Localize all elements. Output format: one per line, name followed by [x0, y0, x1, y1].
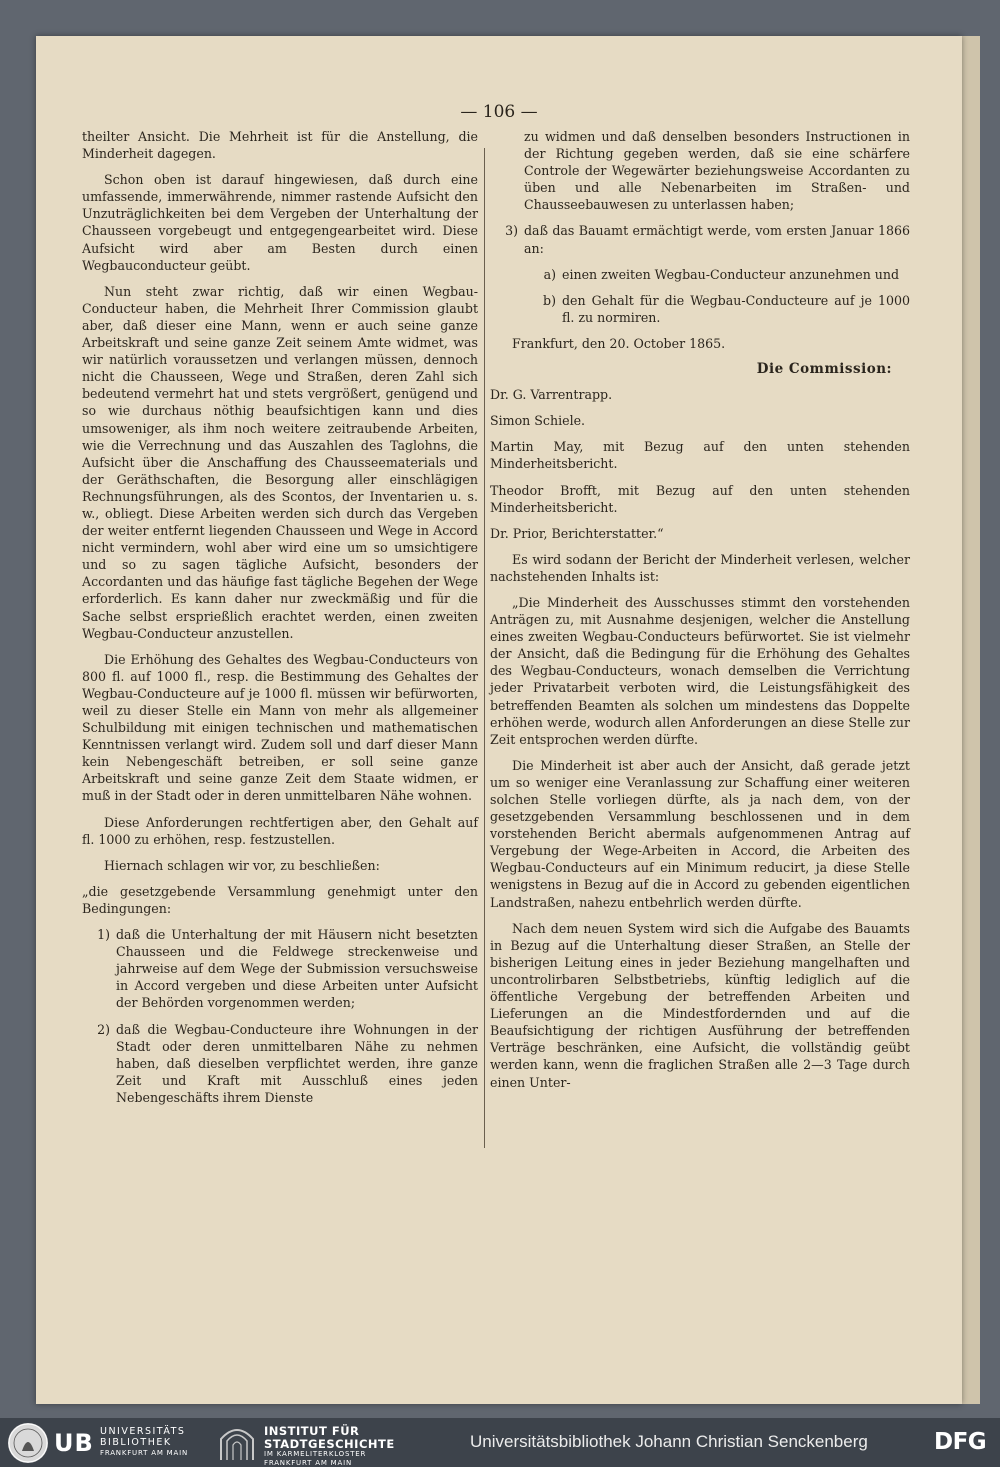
document-page [36, 36, 962, 1404]
right-column [490, 128, 910, 1100]
ub-name [100, 1426, 188, 1459]
list-item [82, 926, 478, 1011]
paragraph: Die Minderheit ist aber auch der Ansicht, daß gerade jetzt um so weniger eine Veranlassung zur Schaffung einer weiteren solchen Stelle vorliegen dürfte, als ja nach dem, von der gesetzgebenden Versammlung beschlossenen und in dem vorstehenden Bericht abermals aufgenommenen Antrag auf Vergebung der Wege-Arbeiten in Accord, die Arbeiten des Wegbau-Conducteurs auf ein Minimum reducirt, ja diese Stelle wenigstens in Bezug auf die in Accord zu gebenden eigentlichen Landstraßen, nahezu entbehrlich werden dürfte. [490, 757, 910, 910]
ifs-logo[interactable] [218, 1423, 418, 1467]
ub-line: UNIVERSITÄTS [100, 1426, 186, 1437]
seal-icon [8, 1423, 48, 1463]
dfg-logo[interactable]: DFG [934, 1429, 987, 1455]
list-text: daß die Unterhaltung der mit Häusern nicht besetzten Chausseen und die Feldwege streckenweise und jahrweise auf dem Wege der Submission versuchsweise in Accord vergeben und diese Arbeiten unter Aufsicht der Behörden vorgenommen werden; [116, 927, 478, 1011]
library-name[interactable]: Universitätsbibliothek Johann Christian Senckenberg [470, 1432, 868, 1451]
ub-letters: UB [54, 1429, 94, 1457]
ifs-line: FRANKFURT AM MAIN [264, 1458, 353, 1467]
commission-heading: Die Commission: [756, 361, 892, 378]
ub-line: FRANKFURT AM MAIN [100, 1449, 189, 1457]
list-item [82, 1021, 478, 1106]
ifs-name [264, 1425, 395, 1467]
paragraph: „Die Minderheit des Ausschusses stimmt den vorstehenden Anträgen zu, mit Ausnahme desjenigen, welcher die Anstellung eines zweiten Wegbau-Conducteurs befürwortet. Sie ist vielmehr der Ansicht, daß die Bedingung für die Erhöhung des Gehaltes des Wegbau-Conducteurs, wonach demselben die Verrichtung jeder Privatarbeit verboten wird, die Leistungsfähigkeit des betreffenden Beamten als solchen um mindestens das Doppelte erhöhen werde, wodurch allen Anforderungen an diese Stelle zur Zeit entsprochen werden dürfte. [490, 594, 910, 747]
paragraph: Die Erhöhung des Gehaltes des Wegbau-Conducteurs von 800 fl. auf 1000 fl., resp. die Bestimmung des Gehaltes der Wegbau-Conducteure auf je 1000 fl. müssen wir befürworten, weil zu dieser Stelle ein Mann von mehr als allgemeiner Schulbildung mit einigen technischen und mathematischen Kenntnissen verlangt wird. Zudem soll und darf dieser Mann kein Nebengeschäft betreiben, er soll seine ganze Arbeitskraft und seine ganze Zeit dem Staate widmen, er muß in der Stadt oder in deren unmittelbaren Nähe wohnen. [82, 651, 478, 804]
list-text: den Gehalt für die Wegbau-Conducteure auf je 1000 fl. zu normiren. [562, 292, 910, 325]
column-divider [484, 148, 485, 1148]
ub-line: BIBLIOTHEK [100, 1437, 172, 1448]
page-number: — 106 — [460, 102, 538, 122]
paragraph: theilter Ansicht. Die Mehrheit ist für die Anstellung, die Minderheit dagegen. [82, 129, 478, 162]
signatory: Theodor Brofft, mit Bezug auf den unten stehenden Minderheitsbericht. [490, 482, 910, 515]
list-letter: a) [543, 266, 556, 282]
ub-logo[interactable] [8, 1423, 208, 1463]
page-edge [962, 36, 980, 1404]
paragraph: Diese Anforderungen rechtfertigen aber, den Gehalt auf fl. 1000 zu erhöhen, resp. festzustellen. [82, 814, 478, 847]
paragraph: Hiernach schlagen wir vor, zu beschließen: [104, 857, 380, 873]
sub-list-item [528, 266, 910, 283]
paragraph: Nach dem neuen System wird sich die Aufgabe des Bauamts in Bezug auf die Unterhaltung dieser Straßen, an Stelle der bisherigen Leitung eines in jeder Beziehung mangelhaften und uncontrolirbaren Selbstbetriebs, künftig lediglich auf die öffentliche Vergebung der betreffenden Arbeiten und Lieferungen an die Mindestfordernden und auf die Beaufsichtigung der richtigen Ausführung der betreffenden Verträge beschränken, eine Aufsicht, die vollständig geübt werden kann, wenn die fraglichen Straßen alle 2—3 Tage durch einen Unter- [490, 920, 910, 1090]
paragraph: Schon oben ist darauf hingewiesen, daß durch eine umfassende, immerwährende, nimmer rastende Aufsicht den Unzuträglichkeiten bei dem Vergeben der Unterhaltung der Chausseen vorgebeugt und entgegengearbeitet wird. Diese Aufsicht wird aber am Besten durch einen Wegbauconducteur geübt. [82, 172, 478, 273]
signatory: Dr. Prior, Berichterstatter.“ [490, 525, 664, 541]
sub-list-item [528, 292, 910, 326]
arch-icon [218, 1425, 256, 1461]
ifs-line: INSTITUT FÜR [264, 1424, 360, 1438]
signatory: Martin May, mit Bezug auf den unten stehenden Minderheitsbericht. [490, 439, 910, 472]
paragraph: Es wird sodann der Bericht der Minderheit verlesen, welcher nachstehenden Inhalts ist: [490, 551, 910, 584]
list-text: einen zweiten Wegbau-Conducteur anzunehmen und [562, 266, 900, 282]
list-number: 2) [97, 1021, 110, 1037]
left-column [82, 128, 478, 1115]
ifs-line: IM KARMELITERKLOSTER [264, 1450, 367, 1458]
list-text: daß die Wegbau-Conducteure ihre Wohnungen in der Stadt oder deren unmittelbaren Nähe zu nehmen haben, daß dieselben verpflichtet werden, ihre ganze Zeit und Kraft mit Ausschluß eines jeden Nebengeschäfts ihrem Dienste [116, 1021, 478, 1105]
signatory: Dr. G. Varrentrapp. [490, 387, 613, 403]
list-continuation: zu widmen und daß denselben besonders Instructionen in der Richtung gegeben werden, daß sie eine schärfere Controle der Wegewärter beziehungsweise Accordanten zu üben und alle Nebenarbeiten im Straßen- und Chausseebauwesen zu unterlassen haben; [524, 129, 910, 213]
list-text: daß das Bauamt ermächtigt werde, vom ersten Januar 1866 an: [524, 223, 910, 256]
list-number: 1) [97, 927, 110, 943]
ifs-line: STADTGESCHICHTE [264, 1436, 395, 1451]
footer-bar [0, 1418, 1000, 1467]
list-item [490, 222, 910, 256]
list-number: 3) [505, 223, 518, 239]
list-letter: b) [543, 292, 556, 308]
resolution-intro: „die gesetzgebende Versammlung genehmigt unter den Bedingungen: [82, 883, 478, 916]
signatory: Simon Schiele. [490, 413, 586, 429]
date-line: Frankfurt, den 20. October 1865. [512, 335, 726, 351]
paragraph: Nun steht zwar richtig, daß wir einen Wegbau-Conducteur haben, die Mehrheit Ihrer Commission glaubt aber, daß dieser eine Mann, wenn er auch seine ganze Arbeitskraft und seine ganze Zeit seinem Amte widmet, was wir natürlich voraussetzen und verlangen müssen, dennoch nicht die Chausseen, Wege und Straßen, deren Zahl sich bedeutend vermehrt hat und stets vergrößert, genügend und so wie durchaus nöthig beaufsichtigen kann und dies umsoweniger, als ihm noch weitere zeitraubende Arbeiten, wie die Verrechnung und das Auszahlen des Taglohns, die Aufsicht über die Anschaffung des Chausseematerials und der Geräthschaften, die Besorgung aller einschlägigen Rechnungsführungen, als des Scontos, der Inventarien u. s. w., obliegt. Diese Arbeiten werden sich durch das Vergeben der weiter entfernt liegenden Chausseen und Wege in Accord nicht vermindern, wohl aber wird eine um so umsichtigere und so zu sagen tägliche Aufsicht, besonders der Accordanten und das häufige fast tägliche Begehen der Wege erforderlich. Es kann daher nur zweckmäßig und für die Sache selbst ersprießlich erachtet werden, einen zweiten Wegbau-Conducteur anzustellen. [82, 283, 478, 641]
